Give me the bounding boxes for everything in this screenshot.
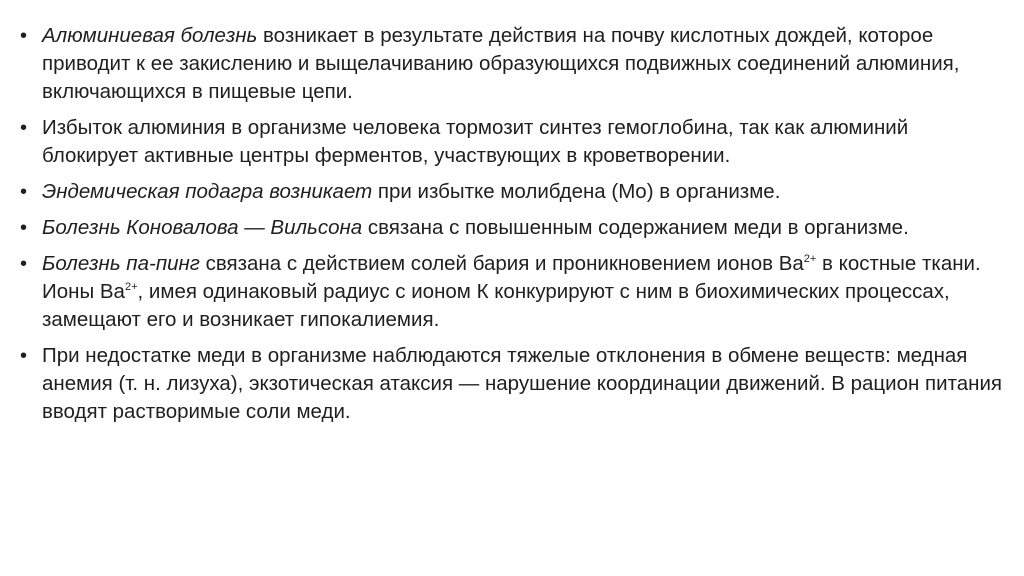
charge-superscript: 2+: [124, 281, 138, 293]
bullet-text: при избытке молибдена (Mo) в организме.: [372, 180, 781, 203]
bullet-list: [16, 22, 1006, 434]
charge-superscript: 2+: [803, 253, 817, 265]
bullet-endemic-gout: [16, 178, 1006, 206]
bullet-text: возникает в результате действия на почву кислотных дождей, которое приводит к ее закислению и выщелачиванию образующихся подвижных соединений алюминия, включающихся в пищевые цепи.: [42, 24, 960, 103]
bullet-text: При недостатке меди в организме наблюдаются тяжелые отклонения в обмене веществ: медная анемия (т. н. лизуха), экзотическая атаксия — нарушение координации движений. В рацион питания вводят растворимые соли меди.: [42, 344, 1003, 423]
term-endemic-gout: Эндемическая подагра возникает: [42, 180, 373, 203]
bullet-aluminum-excess: [16, 114, 1006, 170]
term-wilson-disease: Болезнь Коновалова — Вильсона: [42, 216, 363, 239]
bullet-text: связана с повышенным содержанием меди в организме.: [362, 216, 909, 239]
bullet-text: Избыток алюминия в организме человека тормозит синтез гемоглобина, так как алюминий блокирует активные центры ферментов, участвующих в кроветворении.: [42, 116, 909, 167]
bullet-aluminum-disease: [16, 22, 1006, 106]
bullet-copper-deficiency: [16, 342, 1006, 426]
bullet-wilson-disease: [16, 214, 1006, 242]
bullet-text: в костные ткани. Ионы Ba: [42, 252, 981, 303]
bullet-dot-icon: •: [20, 217, 28, 239]
bullet-dot-icon: •: [20, 253, 28, 275]
bullet-dot-icon: •: [20, 25, 28, 47]
bullet-dot-icon: •: [20, 181, 28, 203]
term-aluminum-disease: Алюминиевая болезнь: [42, 24, 258, 47]
bullet-text: связана с действием солей бария и проникновением ионов Ba: [199, 252, 804, 275]
bullet-text: , имея одинаковый радиус с ионом К конкурируют с ним в биохимических процессах, замещают его и возникает гипокалиемия.: [42, 280, 950, 331]
bullet-pa-ping-disease: [16, 250, 1006, 334]
bullet-dot-icon: •: [20, 345, 28, 367]
term-pa-ping: Болезнь па-пинг: [42, 252, 200, 275]
bullet-dot-icon: •: [20, 117, 28, 139]
